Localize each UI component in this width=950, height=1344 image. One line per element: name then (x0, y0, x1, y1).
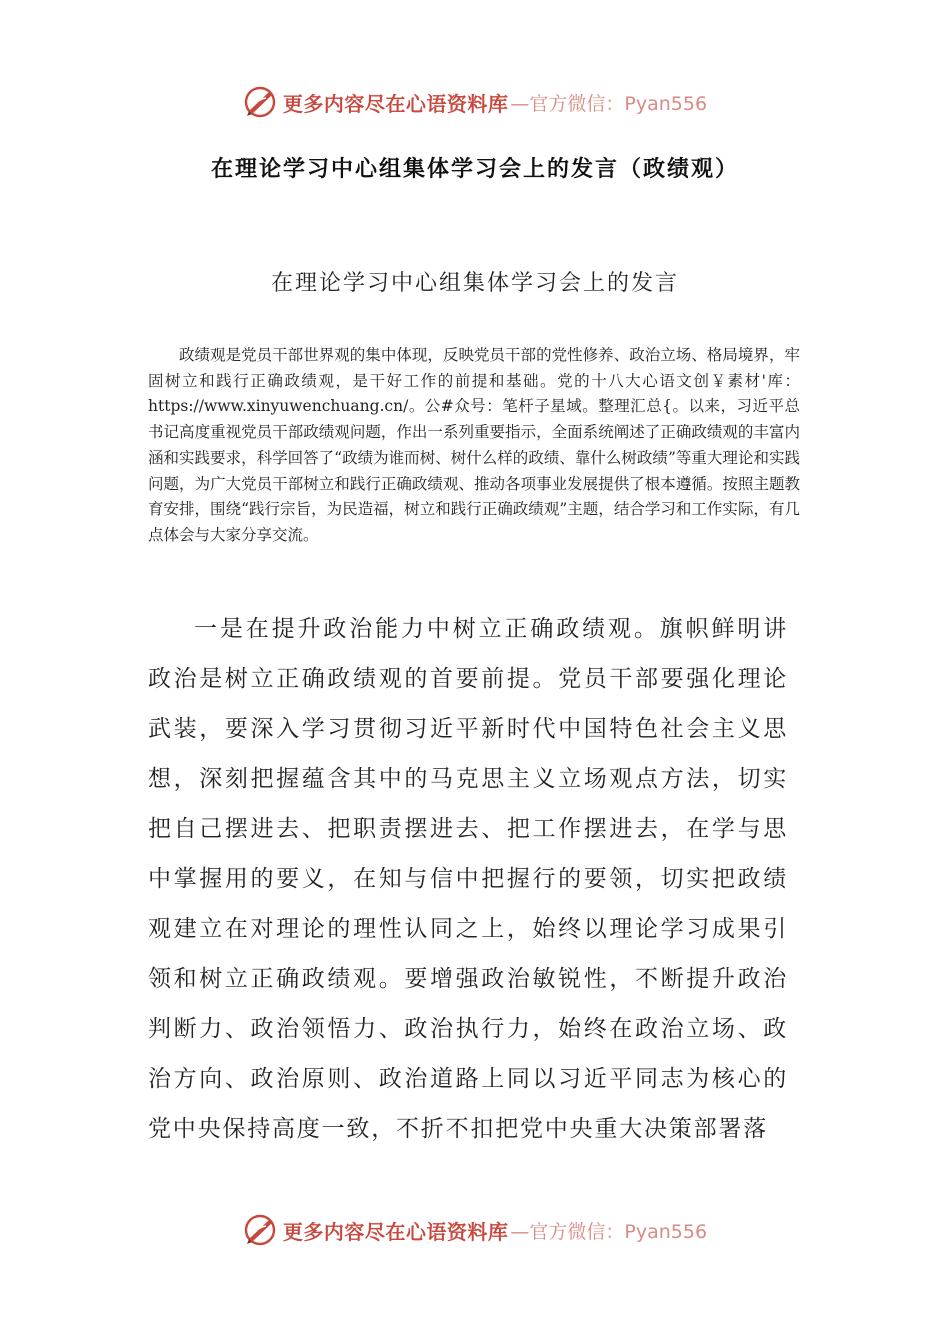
watermark-brand-text: 更多内容尽在心语资料库 (282, 91, 509, 116)
intro-paragraph: 政绩观是党员干部世界观的集中体现，反映党员干部的党性修养、政治立场、格局境界，牢固树立和践行正确政绩观，是干好工作的前提和基础。党的十八大心语文创￥素材'库：https://www.xinyuwenchuang.cn/。公#众号：笔杆子星域。整理汇总{。以来，习近平总书记高度重视党员干部政绩观问题，作出一系列重要指示，全面系统阐述了正确政绩观的丰富内涵和实践要求，科学回答了“政绩为谁而树、树什么样的政绩、靠什么树政绩”等重大理论和实践问题，为广大党员干部树立和践行正确政绩观、推动各项事业发展提供了根本遵循。按照主题教育安排，围绕“践行宗旨，为民造福，树立和践行正确政绩观”主题，结合学习和工作实际，有几点体会与大家分享交流。 (148, 346, 800, 544)
document-title: 在理论学习中心组集体学习会上的发言（政绩观） (210, 157, 739, 182)
watermark-official-account: —官方微信：Pyan556 (510, 1220, 708, 1243)
body-paragraph: 一是在提升政治能力中树立正确政绩观。旗帜鲜明讲政治是树立正确政绩观的首要前提。党员干部要强化理论武装，要深入学习贯彻习近平新时代中国特色社会主义思想，深刻把握蕴含其中的马克思主义立场观点方法，切实把自己摆进去、把职责摆进去、把工作摆进去，在学与思中掌握用的要义，在知与信中把握行的要领，切实把政绩观建立在对理论的理性认同之上，始终以理论学习成果引领和树立正确政绩观。要增强政治敏锐性，不断提升政治判断力、政治领悟力、政治执行力，始终在政治立场、政治方向、政治原则、政治道路上同以习近平同志为核心的党中央保持高度一致，不折不扣把党中央重大决策部署落 (148, 616, 788, 1142)
pen-logo-icon (243, 85, 277, 119)
footer-watermark-banner (0, 1208, 950, 1252)
document-subtitle: 在理论学习中心组集体学习会上的发言 (270, 271, 679, 296)
header-watermark-banner (0, 80, 950, 124)
watermark-brand-text: 更多内容尽在心语资料库 (282, 1219, 509, 1244)
pen-logo-icon (243, 1213, 277, 1247)
watermark-official-account: —官方微信：Pyan556 (510, 92, 708, 115)
